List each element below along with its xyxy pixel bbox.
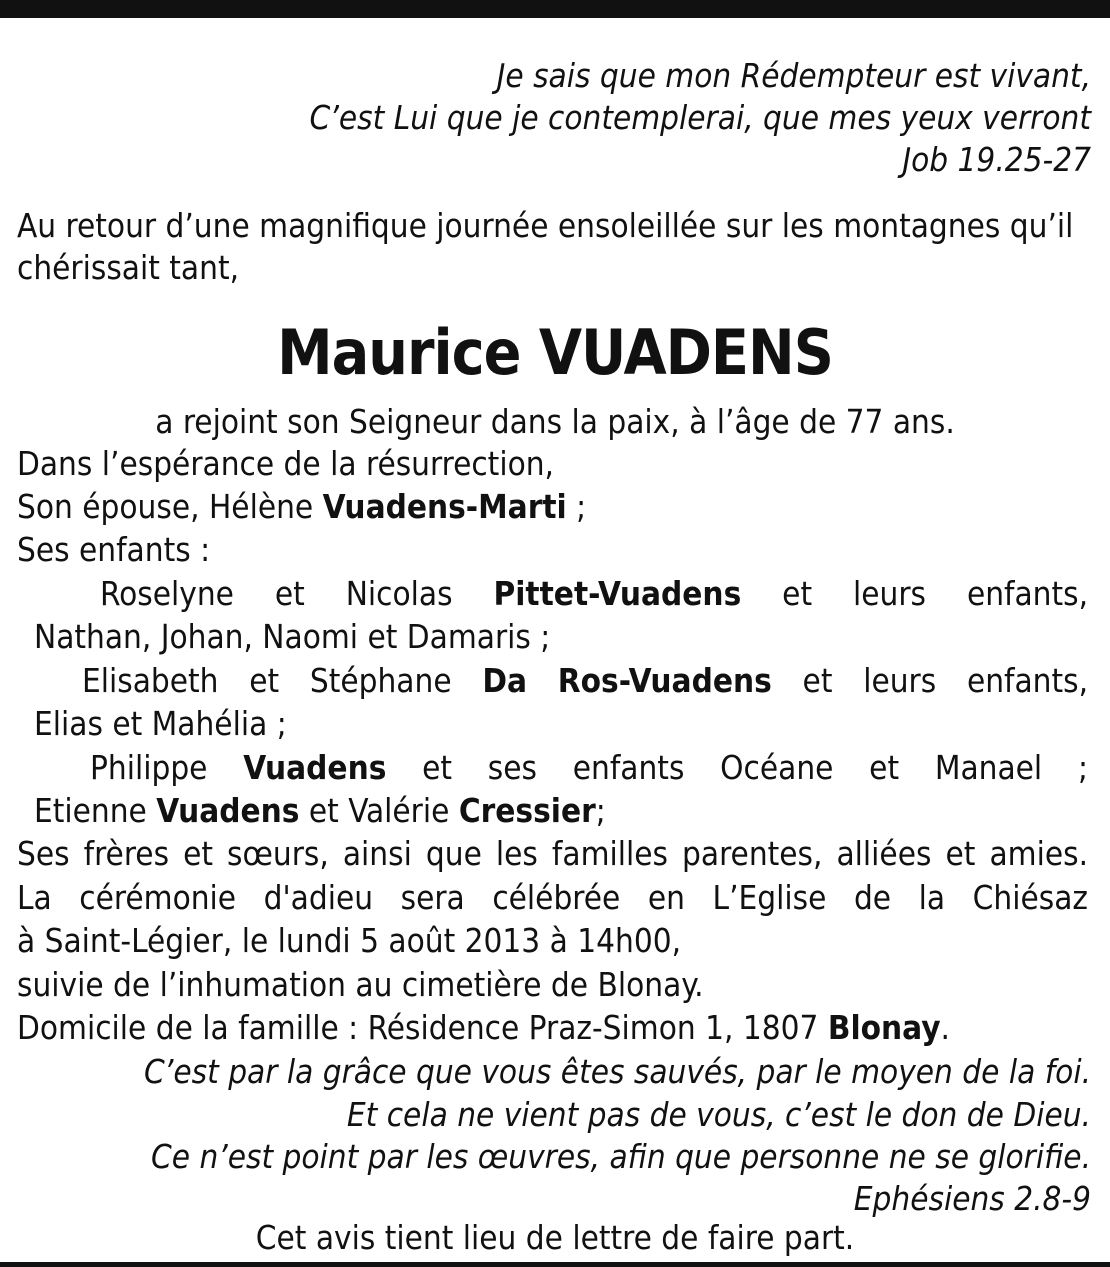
child-3-grandchild: Manael [934,748,1043,787]
esperance-line: Dans l’espérance de la résurrection, [17,444,554,483]
child-1-line1 [100,574,1088,614]
ceremony-line1: La cérémonie d'adieu sera célébrée en L’Eglise de la Chiésaz [17,878,1088,917]
child-3-firstname: Philippe [90,748,208,787]
child-3-line [90,748,1088,788]
epigraph-bottom-ref: Ephésiens 2.8-9 [853,1179,1091,1218]
child-1-line2: Nathan, Johan, Naomi et Damaris ; [34,617,551,656]
child-1-word: enfants, [966,574,1089,613]
child-3-word: et [869,748,900,787]
epigraph-bottom-line3: Ce n’est point par les œuvres, afin que personne ne se glorifie. [151,1137,1091,1176]
intro-line2: chérissait tant, [17,248,240,287]
domicile-address: Domicile de la famille : Résidence Praz-Simon 1, 1807 [17,1008,819,1047]
epigraph-top-line1: Je sais que mon Rédempteur est vivant, [496,56,1091,95]
child-4-line [34,791,606,831]
child-2-surname-part2: Ros-Vuadens [557,661,772,700]
child-4-partner: et Valérie [308,791,450,830]
child-1-firstname: Roselyne [100,574,234,613]
domicile-end: . [940,1008,950,1047]
top-rule [0,0,1110,18]
child-2-word: et [802,661,833,700]
ceremony-line3: suivie de l’inhumation au cimetière de Blonay. [17,965,704,1004]
epigraph-bottom-line1: C’est par la grâce que vous êtes sauvés, par le moyen de la foi. [143,1052,1091,1091]
child-3-surname: Vuadens [243,748,387,787]
child-1-surname: Pittet-Vuadens [493,574,742,613]
child-3-grandchild: Océane [720,748,834,787]
siblings-line: Ses frères et sœurs, ainsi que les familles parentes, alliées et amies. [17,834,1088,873]
child-2-word: enfants, [966,661,1089,700]
ceremony-line2: à Saint-Légier, le lundi 5 août 2013 à 14h00, [17,921,682,960]
epigraph-bottom-line2: Et cela ne vient pas de vous, c’est le don de Dieu. [346,1095,1091,1134]
child-2-firstname: Elisabeth [82,661,219,700]
child-3-word: et [422,748,453,787]
footer-note: Cet avis tient lieu de lettre de faire part. [255,1218,855,1257]
spouse-line [17,487,586,527]
spouse-prefix: Son épouse, Hélène [17,487,314,526]
deceased-name: Maurice VUADENS [277,316,833,389]
child-3-word: enfants [572,748,685,787]
spouse-suffix: ; [576,487,587,526]
child-2-partner: Stéphane [309,661,452,700]
rejoint-line: a rejoint son Seigneur dans la paix, à l’âge de 77 ans. [155,402,955,441]
child-2-line2: Elias et Mahélia ; [34,704,287,743]
child-4-partner-surname: Cressier [458,791,596,830]
child-4-surname: Vuadens [156,791,300,830]
child-2-word: leurs [863,661,937,700]
child-2-line1 [82,661,1088,701]
child-2-word: et [249,661,280,700]
child-1-word: et [782,574,813,613]
child-1-word: et [274,574,305,613]
epigraph-top-line2: C’est Lui que je contemplerai, que mes yeux verront [309,98,1091,137]
child-2-surname-part1: Da [482,661,528,700]
domicile-line [17,1008,950,1048]
domicile-town: Blonay [827,1008,941,1047]
bottom-rule [0,1262,1110,1267]
child-1-word: leurs [853,574,927,613]
child-4-end: ; [595,791,606,830]
child-3-word: ; [1077,748,1088,787]
intro-line1: Au retour d’une magnifique journée ensoleillée sur les montagnes qu’il [17,206,1074,245]
child-3-word: ses [487,748,538,787]
spouse-surname: Vuadens-Marti [322,487,567,526]
children-label: Ses enfants : [17,530,211,569]
epigraph-top-ref: Job 19.25-27 [902,140,1091,179]
child-1-partner: Nicolas [345,574,453,613]
child-4-firstname: Etienne [34,791,147,830]
